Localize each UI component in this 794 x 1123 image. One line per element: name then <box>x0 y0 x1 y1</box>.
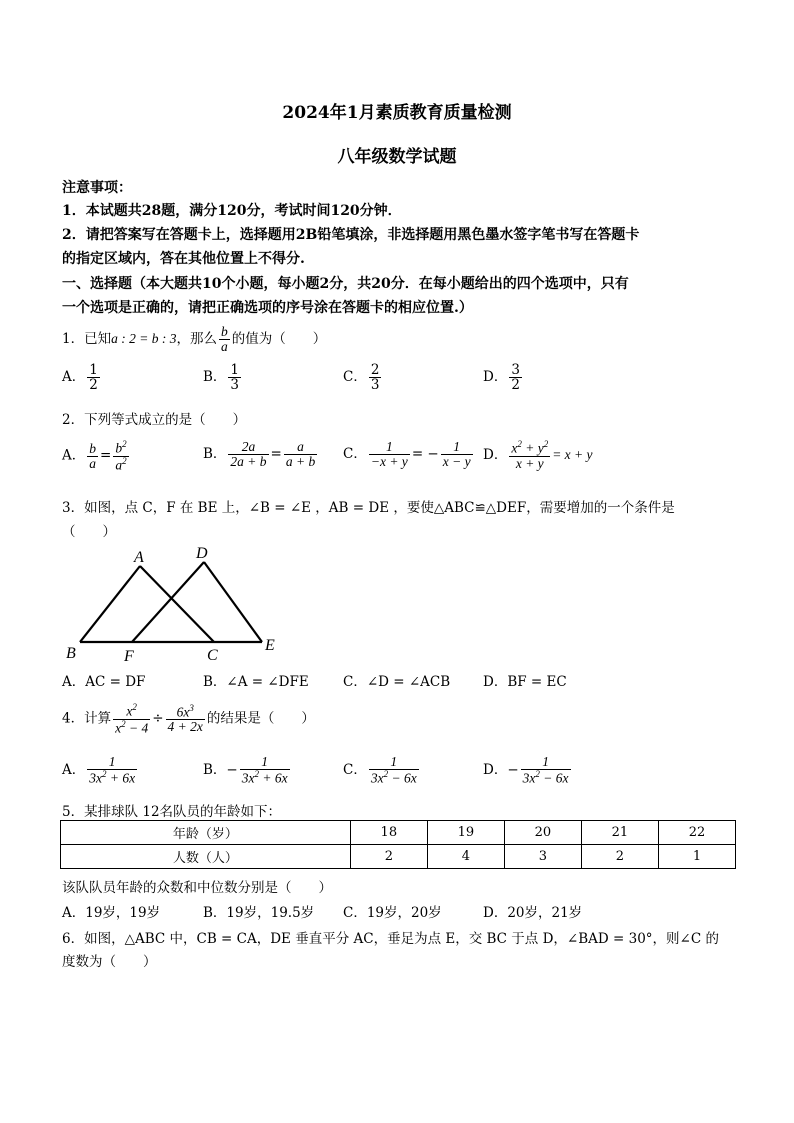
q5-option-c: C．19岁，20岁 <box>343 905 442 921</box>
segment-de <box>204 562 262 642</box>
q5-question: 该队队员年龄的众数和中位数分别是（ ） <box>62 880 332 896</box>
q3-option-c: C．∠D = ∠ACB <box>343 674 451 690</box>
q4-option-a: A． $\frac{1}{3x^2 + 6x}$ <box>62 754 136 786</box>
section-heading-line-1: 一、选择题（本大题共10个小题，每小题2分，共20分．在每小题给出的四个选项中，只有 <box>62 276 629 292</box>
table-row <box>61 821 736 845</box>
table-row <box>61 845 736 869</box>
notice-item-2-line-1: 2．请把答案写在答题卡上，选择题用2B铅笔填涂，非选择题用黑色墨水签字笔书写在答题卡 <box>62 227 640 243</box>
q3-option-d: D．BF = EC <box>483 674 567 690</box>
q1-option-b: B． $\frac{1}{3}$ <box>203 362 240 394</box>
table-cell: 18 <box>350 821 427 845</box>
table-cell: 4 <box>427 845 504 869</box>
q2-option-b: B． $\frac{2a}{2a + b}$ = $\frac{a}{a + b}$ <box>203 439 316 470</box>
q4-option-c: C． $\frac{1}{3x^2 - 6x}$ <box>343 754 417 786</box>
table-cell: 22 <box>658 821 735 845</box>
q2-option-d: D． $\frac{x^2 + y^2}{x + y}$ = x + y <box>483 439 593 471</box>
q4-option-d: D．− $\frac{1}{3x^2 - 6x}$ <box>483 754 569 786</box>
label-e: E <box>265 637 275 654</box>
q2-option-c: C． $\frac{1}{-x + y}$ = − $\frac{1}{x - y}$ <box>343 439 471 470</box>
q1-option-c: C． $\frac{2}{3}$ <box>343 362 380 394</box>
notice-item-2-line-2: 的指定区域内，答在其他位置上不得分. <box>62 251 305 267</box>
segment-fd <box>132 562 204 642</box>
q1-option-a: A． $\frac{1}{2}$ <box>62 362 98 394</box>
label-a: A <box>134 549 144 566</box>
exam-subtitle: 八年级数学试题 <box>337 147 457 167</box>
q2-stem: 2．下列等式成立的是（ ） <box>62 412 247 428</box>
q3-stem-line-2: （ ） <box>62 524 116 540</box>
q5-option-d: D．20岁，21岁 <box>483 905 583 921</box>
label-c: C <box>207 647 218 664</box>
table-cell: 3 <box>504 845 581 869</box>
age-table <box>60 820 736 869</box>
q5-option-b: B．19岁，19.5岁 <box>203 905 315 921</box>
segment-ac <box>140 566 214 642</box>
table-cell: 年龄（岁） <box>61 821 351 845</box>
q6-stem-line-2: 度数为（ ） <box>62 954 157 970</box>
segment-ab <box>80 566 140 642</box>
q3-option-b: B．∠A = ∠DFE <box>203 674 309 690</box>
q2-option-a: A． $\frac{b}{a}$ = $\frac{b^2}{a^2}$ <box>62 439 127 473</box>
label-b: B <box>66 645 76 662</box>
q4-option-b: B．− $\frac{1}{3x^2 + 6x}$ <box>203 754 288 786</box>
label-f: F <box>124 648 134 665</box>
exam-title: 2024年1月素质教育质量检测 <box>282 103 512 123</box>
q1-option-d: D． $\frac{3}{2}$ <box>483 362 520 394</box>
q1-stem: 1．已知a : 2 = b : 3，那么 $\frac{b}{a}$ 的值为（ ） <box>62 324 327 355</box>
table-cell: 19 <box>427 821 504 845</box>
table-cell: 1 <box>658 845 735 869</box>
q5-stem: 5．某排球队 12名队员的年龄如下： <box>62 804 282 820</box>
table-cell: 2 <box>350 845 427 869</box>
q5-option-a: A．19岁，19岁 <box>62 905 161 921</box>
table-cell: 2 <box>581 845 658 869</box>
notice-heading: 注意事项： <box>62 180 132 196</box>
q3-figure <box>62 540 292 665</box>
label-d: D <box>196 545 208 562</box>
q6-stem-line-1: 6．如图，△ABC 中，CB = CA，DE 垂直平分 AC，垂足为点 E，交 BC 于点 D，∠BAD = 30°，则∠C 的 <box>62 931 719 947</box>
table-cell: 21 <box>581 821 658 845</box>
table-cell: 人数（人） <box>61 845 351 869</box>
notice-item-1: 1．本试题共28题，满分120分，考试时间120分钟． <box>62 203 402 219</box>
q4-stem: 4．计算 $\frac{x^2}{x^2 - 4}$ ÷ $\frac{6x^3}{4 + 2x}$ 的结果是（ ） <box>62 702 315 736</box>
section-heading-line-2: 一个选项是正确的，请把正确选项的序号涂在答题卡的相应位置.） <box>62 300 473 316</box>
q3-stem-line-1: 3．如图，点 C，F 在 BE 上，∠B = ∠E ，AB = DE ，要使△ABC≌△DEF，需要增加的一个条件是 <box>62 500 675 516</box>
q3-option-a: A．AC = DF <box>62 674 146 690</box>
table-cell: 20 <box>504 821 581 845</box>
